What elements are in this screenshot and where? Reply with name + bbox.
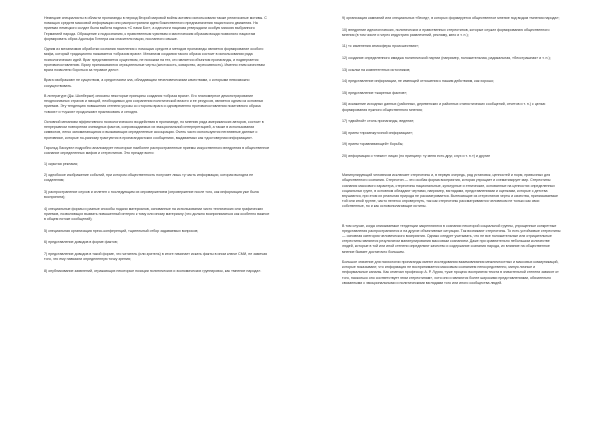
- paragraph: Основной механизм эффективного психологического воздействия в пропаганде, по мнению ряда американских авторов, состоит в непрерывном повторении очевидных фактов, сопровождаемых их эмоциональной интерпретацией, а также в использовании символов, легко запоминающихся и вызывающих определенные ассоциации. Очень часто используются негативные данные о противнике, которые по-разному трактуются в пропагандистских сообщениях, выдаваемых как «достоверная информация».: [44, 120, 264, 140]
- paragraph: Одним из механизмов обработки сознания населения с помощью средств и методов пропаганды является формирование особого мифа, который традиционно называется «образом врага». Механизм создания такого образа состоит в использовании ряда психологических идей. Враг представляется существом, не похожим на тех, кто является объектом пропаганды, и подвергается противопоставлению. Врагу приписываются отрицательные черты (жестокость, коварство, агрессивность). Именно этим качествам врага позволено бороться за «правое дело».: [44, 47, 265, 73]
- list-item: 18) прием «промежуточной информации»;: [342, 130, 414, 135]
- paragraph: Немецкие специалисты в области пропаганды в период Второй мировой войны активно использовали также религиозные мотивы. С помощью средств массовой информации они распространяли идею божественного предназначения нацистского движения. На приемах немецкого солдат была выбита надпись «С нами Бог», а идеологи нацизма утверждали особую миссию выбранного Германией народа. Обращение к подсознанию, к нравственным чувствам и мистическим образам вождя позволяло нацистам формировать образ Адольфа Гитлера как спасителя нации, посланного свыше.: [44, 16, 267, 41]
- list-item: 10) внедрение идеологических, политических и нравственных стереотипов, которые служат формированию общественного мнения (в том числе и через индустрию развлечений, рекламу, кино и т. п.);: [342, 27, 550, 37]
- list-item: 20) информация о «неких» лицах (по принципу: «у меня есть друг, слух и т. п.») и другие: [342, 153, 491, 158]
- left-column: [44, 16, 270, 280]
- right-column: [342, 16, 562, 291]
- paragraph: Большое значение для психологии пропаганды имеют исследования взаимовлияния межличностных и массовых коммуникаций, которые показывают, что информация не воспринимается массовым сознанием непосредственно, минуя личные и неформальные каналы. Как отмечал профессор А. Р. Лурия, «уже процесс восприятия текста в значительной степени зависит от того, насколько оно соответствует этим стереотипам», хотя они и являются более широкими представлениями, обязательно связанными с эмоциональными и политическими взглядами того или иного сообщества людей.: [342, 259, 559, 285]
- list-item: 9) организация кампаний или специальных «бесед», в которых формируется общественное мнение под видом «мнения народа»;: [342, 16, 560, 20]
- list-item: 11) «с изменения атмосферы происшествия»;: [342, 44, 420, 49]
- paragraph: Гарольд Лассуэлл подробно анализирует некоторые наиболее распространенные приемы искусственного внедрения в общественное сознание определенных мифов и стереотипов. Это прежде всего:: [44, 146, 270, 156]
- paragraph: Манипулирующий человеком исключает стереотипы и, в первую очередь, ряд установок, ценностей и норм, привычных для общественного сознания. Стереотип — это особая форма восприятия, которая упрощает и схематизирует мир. Стереотипы сознания массового характера, стереотипы национальные, культурные и этнические, основанные на ценностях определенных социальных групп, в основном обладают чертами, например, взглядами, представлениями и оценками, которые с детства внушаются, при этом их реальная природа не рассматривается. Вытекающие из стереотипов черты и качества, приписываемые той или иной группе, часто нелегко опровергнуть, так как стереотипы рассматриваются человеком не только как свои собственные, но и как основополагающие истины.: [342, 173, 559, 209]
- paragraph: В литературе (Дж. Шонберже) описаны некоторые принципы создания «образа врага». Его планомерное демонстрирование неоднозначных страхов и эмоций, необходимых для сохранения политической власти и ее ресурсов, является одним из основных приемов. Эту тенденцию повышения степени угрозы со стороны врага и одновременно противопоставления позитивного образа «своих» и «чужих» продолжают практиковать и сегодня.: [44, 94, 264, 114]
- paragraph: Врага изображают не существом, а средоточием зла, обладающим нечеловеческими качествами, с которыми невозможно сосуществовать.: [44, 78, 250, 88]
- paragraph: В том случае, когда описываемые тенденции закрепляются в сознании некоторой социальной группы, упрощенные конкретные представления распространяются и на другие объективные ситуации. Так возникают стереотипы. То есть устойчивые стереотипы — основная категория человеческого восприятия. Однако следует учитывать, что не все положительные или отрицательные стереотипы являются результатом манипулирования массовым сознанием. Даже при сравнительно небольшом количестве людей, которые в той или иной степени определяют качество и содержание сознания народа, их влияние на общественное мнение бывает достаточно большим.: [342, 223, 561, 254]
- list-item: 13) ссылки на компетентных источников;: [342, 67, 411, 72]
- list-item: 8) опубликование заявлений, отражающих некоторые позиции политических и экономических группировок, как «мнение народа».: [44, 268, 262, 273]
- list-item: 3) распространение слухов и сплетен с последующим их опровержением (опровержение после того, как информация уже была воспринята);: [44, 189, 259, 200]
- list-item: 7) представление доводов в такой форме, что читатель (или зритель) в итоге начинает искать факты в ином ключе СМИ, не замечая того, что ему навязали определенную точку зрения;: [44, 251, 268, 262]
- list-item: 5) специальная организация пресс-конференций, тщательный отбор задаваемых вопросов;: [44, 228, 199, 233]
- list-item: 19) прием «сравнивающей» борьбы;: [342, 142, 404, 147]
- list-item: 14) представление информации, не имеющей отношения к нашим действиям, как хорошо;: [342, 79, 495, 84]
- list-item: 1) скрытая реклама;: [44, 161, 78, 166]
- list-item: 4) специальные формы и разные способы подачи материалов, основанные на использовании чисто технических или графических приемов, позволяющих вызвать повышенный интерес к тому или иному материалу (что должно восприниматься как особенно важное в общем потоке сообщений);: [44, 206, 270, 222]
- list-item: 16) искажение исходных данных (районных, деревенских и районных статистических сообщений, отчетов и т. п.) с целью формирования нужного общественного мнения;: [342, 102, 546, 112]
- list-item: 17) «двойной» стиль пропаганды, ведение;: [342, 119, 415, 124]
- list-item: 15) представление «жареных фактов»;: [342, 90, 408, 95]
- list-item: 6) представление доводов в форме фактов;: [44, 240, 118, 245]
- list-item: 2) однобокое изображение событий, при котором общественность получает лишь ту часть информации, которая выгодна ее создателям;: [44, 173, 254, 183]
- list-item: 12) создание определенного имиджа политической партии (например, положительная, радикальная, «бесстрашная» и т. п.);: [342, 55, 551, 60]
